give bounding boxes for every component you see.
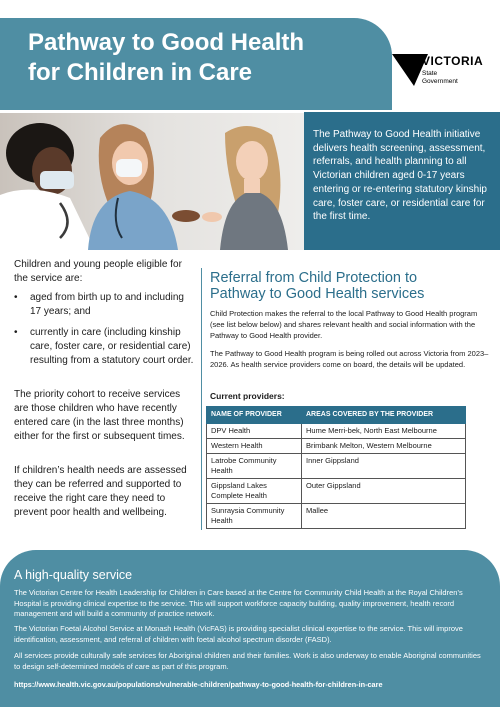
providers-label: Current providers: (210, 391, 285, 401)
provider-name: Latrobe Community Health (207, 454, 302, 479)
list-item: • currently in care (including kinship care, foster care, or residential care) resulting from a statutory court order. (14, 327, 194, 366)
providers-table (206, 406, 466, 529)
table-row (207, 439, 466, 454)
provider-area: Brimbank Melton, Western Melbourne (302, 439, 466, 454)
logo-subtitle: State Government (422, 70, 458, 85)
provider-name: Sunraysia Community Health (207, 504, 302, 529)
table-row (207, 504, 466, 529)
table-row (207, 454, 466, 479)
eligibility-list (14, 291, 194, 375)
service-text-3: All services provide culturally safe services for Aboriginal children and their families. Work is also underway to enable Aboriginal communities to design self-determined models of care as part of this program. (14, 651, 481, 671)
program-link[interactable]: https://www.health.vic.gov.au/populations/vulnerable-children/pathway-to-good-health-for-children-in-care (14, 680, 383, 689)
service-text-1: The Victorian Centre for Health Leadership for Children in Care based at the Centre for Community Child Health at the Royal Children’s Hospital is providing clinical expertise to the service. This will support workforce capacity building, quality improvement, health record management and will build a community of practice network. (14, 588, 463, 618)
table-row (207, 424, 466, 439)
column-header: NAME OF PROVIDER (207, 407, 302, 424)
provider-name: Gippsland Lakes Complete Health (207, 479, 302, 504)
referral-heading: Referral from Child Protection to Pathway to Good Health services (210, 270, 425, 302)
title-line-1: Pathway to Good Health (28, 29, 305, 56)
column-divider (201, 268, 202, 530)
list-item: • aged from birth up to and including 17 years; and (14, 292, 184, 317)
eligibility-lead: Children and young people eligible for the service are: (14, 259, 182, 284)
clinic-photo (0, 113, 312, 250)
provider-area: Inner Gippsland (302, 454, 466, 479)
health-needs-text: If children’s health needs are assessed they can be referred and supported to receive the right care they need to prevent poor health and wellbeing. (14, 465, 187, 518)
intro-text: The Pathway to Good Health initiative delivers health screening, assessment, referrals, and health planning to all Victorian children aged 0-17 years entering or re-entering statutory kinship care, foster care, or residential care for the first time. (313, 129, 487, 223)
column-header: AREAS COVERED BY THE PROVIDER (302, 407, 466, 424)
page-title (28, 28, 368, 88)
rollout-text: The Pathway to Good Health program is being rolled out across Victoria from 2023–2026. As health service providers come on board, the details will be updated. (210, 349, 489, 369)
provider-area: Outer Gippsland (302, 479, 466, 504)
provider-area: Hume Merri-bek, North East Melbourne (302, 424, 466, 439)
provider-name: DPV Health (207, 424, 302, 439)
service-text-2: The Victorian Foetal Alcohol Service at Monash Health (VicFAS) is providing specialist clinical expertise to the service. This will improve identification, assessment, and referral of children with foetal alcohol spectrum disorder (FASD). (14, 624, 463, 644)
title-line-2: for Children in Care (28, 59, 253, 86)
referral-text: Child Protection makes the referral to the local Pathway to Good Health program (see list below below) and shares relevant health and social information with the Pathway to Good Health provider. (210, 309, 478, 340)
service-heading: A high-quality service (14, 568, 133, 582)
table-header-row (207, 407, 466, 424)
bullet-icon: • (14, 292, 18, 303)
provider-name: Western Health (207, 439, 302, 454)
table-row (207, 479, 466, 504)
provider-area: Mallee (302, 504, 466, 529)
photo-illustration (0, 113, 312, 250)
bullet-icon: • (14, 327, 18, 338)
logo-wordmark: VICTORIA (422, 54, 484, 68)
priority-cohort-text: The priority cohort to receive services are those children who have recently entered care (in the last three months) either for the first or subsequent times. (14, 389, 185, 442)
